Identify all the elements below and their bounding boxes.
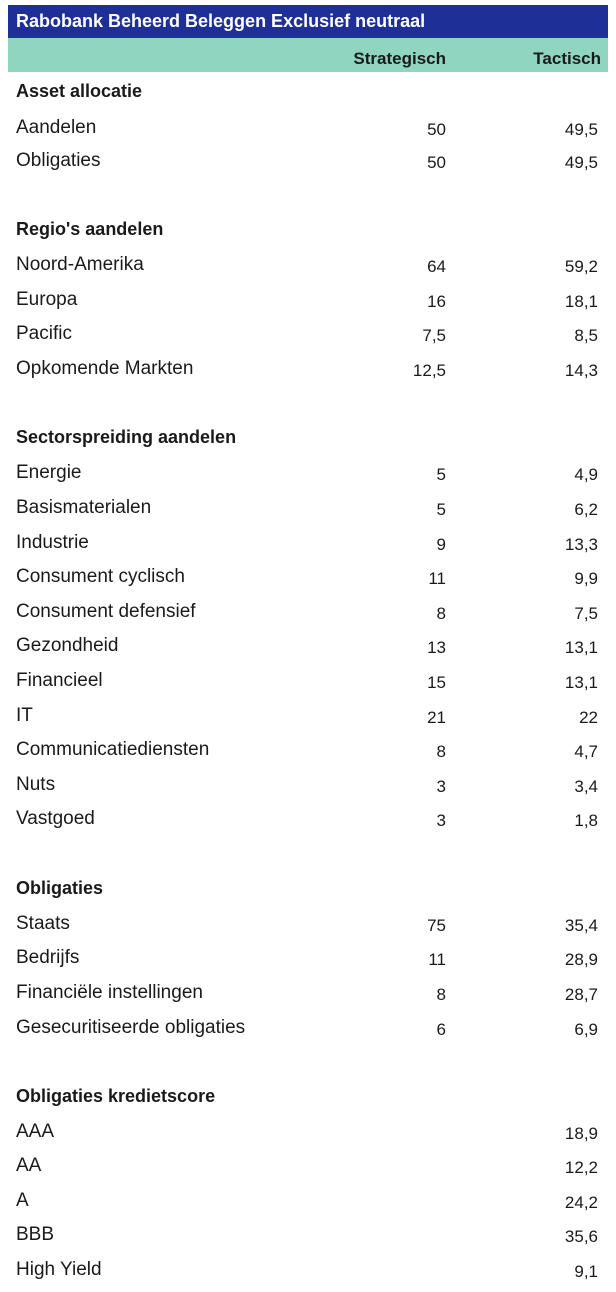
strategisch-value: 15 [427,673,446,692]
section-title-asset-allocatie: Asset allocatie [16,81,143,101]
tactisch-value: 35,4 [564,916,598,935]
table-row [8,1183,608,1219]
table-row [8,247,608,283]
strategisch-value: 6 [436,1020,446,1039]
strategisch-value: 21 [427,708,446,727]
tactisch-value: 4,9 [574,465,598,484]
tactisch-value: 8,5 [574,326,598,345]
table-row [8,351,608,387]
strategisch-value: 64 [427,257,446,276]
tactisch-value: 12,2 [564,1158,598,1177]
section-title-obligaties: Obligaties [16,878,104,898]
table-row [8,1148,608,1184]
row-label: BBB [16,1224,55,1245]
table-row [8,975,608,1011]
table-row [8,559,608,595]
strategisch-value: 8 [436,985,446,1004]
strategisch-value: 7,5 [422,326,446,345]
row-label: Consument cyclisch [16,566,185,587]
row-label: A [16,1190,29,1211]
row-label: Financieel [16,670,103,691]
row-label: Gezondheid [16,635,119,656]
section-title-obligaties-kredietscore: Obligaties kredietscore [16,1086,216,1106]
row-label: IT [16,705,33,726]
table-row [8,1217,608,1253]
strategisch-value: 5 [436,465,446,484]
row-label: Europa [16,289,78,310]
table-row [8,316,608,352]
row-label: Bedrijfs [16,947,80,968]
table-row [8,663,608,699]
row-label: Communicatiediensten [16,739,210,760]
tactisch-value: 35,6 [564,1227,598,1246]
row-label: Staats [16,913,70,934]
table-row [8,732,608,768]
tactisch-value: 18,9 [564,1124,598,1143]
table-row [8,110,608,146]
tactisch-value: 13,1 [564,638,598,657]
table-row [8,698,608,734]
table-row [8,801,608,837]
strategisch-value: 9 [436,535,446,554]
tactisch-value: 28,7 [564,985,598,1004]
strategisch-value: 50 [427,120,446,139]
row-label: Industrie [16,532,89,553]
strategisch-value: 8 [436,604,446,623]
tactisch-value: 13,1 [564,673,598,692]
table-row [8,767,608,803]
table-row [8,455,608,491]
table-row [8,1252,608,1288]
strategisch-value: 3 [436,811,446,830]
tactisch-value: 3,4 [574,777,598,796]
strategisch-value: 11 [428,950,446,969]
table-row [8,282,608,318]
strategisch-value: 50 [427,153,446,172]
tactisch-value: 13,3 [564,535,598,554]
strategisch-value: 11 [428,569,446,588]
row-label: Energie [16,462,82,483]
row-label: Consument defensief [16,601,196,622]
tactisch-value: 18,1 [564,292,598,311]
tactisch-value: 22 [579,708,598,727]
table-row [8,1114,608,1150]
tactisch-value: 9,9 [574,569,598,588]
row-label: Gesecuritiseerde obligaties [16,1017,246,1038]
table-row [8,490,608,526]
strategisch-value: 75 [427,916,446,935]
table-row [8,1010,608,1046]
table-row [8,525,608,561]
column-header-strategisch: Strategisch [353,49,446,68]
tactisch-value: 49,5 [564,153,598,172]
column-header-tactisch: Tactisch [533,49,601,68]
row-label: High Yield [16,1259,102,1280]
section-title-sectorspreiding-aandelen: Sectorspreiding aandelen [16,427,237,447]
tactisch-value: 6,9 [574,1020,598,1039]
row-label: Financiële instellingen [16,982,203,1003]
table-row [8,628,608,664]
strategisch-value: 12,5 [412,361,446,380]
tactisch-value: 59,2 [564,257,598,276]
tactisch-value: 4,7 [574,742,598,761]
row-label: Vastgoed [16,808,95,829]
table-row [8,594,608,630]
table-row [8,906,608,942]
row-label: Basismaterialen [16,497,152,518]
tactisch-value: 9,1 [574,1262,598,1281]
row-label: Opkomende Markten [16,358,194,379]
strategisch-value: 8 [436,742,446,761]
row-label: Aandelen [16,117,97,138]
row-label: AAA [16,1121,55,1142]
row-label: Pacific [16,323,72,344]
tactisch-value: 1,8 [574,811,598,830]
strategisch-value: 13 [427,638,446,657]
table-row [8,940,608,976]
row-label: AA [16,1155,42,1176]
strategisch-value: 16 [427,292,446,311]
tactisch-value: 7,5 [574,604,598,623]
tactisch-value: 24,2 [564,1193,598,1212]
row-label: Nuts [16,774,56,795]
row-label: Noord-Amerika [16,254,144,275]
strategisch-value: 3 [436,777,446,796]
column-header-row [8,38,608,72]
row-label: Obligaties [16,150,101,171]
table-row [8,143,608,179]
tactisch-value: 49,5 [564,120,598,139]
section-title-regios-aandelen: Regio's aandelen [16,219,164,239]
table-title: Rabobank Beheerd Beleggen Exclusief neutraal [8,5,608,38]
tactisch-value: 6,2 [574,500,598,519]
tactisch-value: 14,3 [564,361,598,380]
tactisch-value: 28,9 [564,950,598,969]
strategisch-value: 5 [436,500,446,519]
